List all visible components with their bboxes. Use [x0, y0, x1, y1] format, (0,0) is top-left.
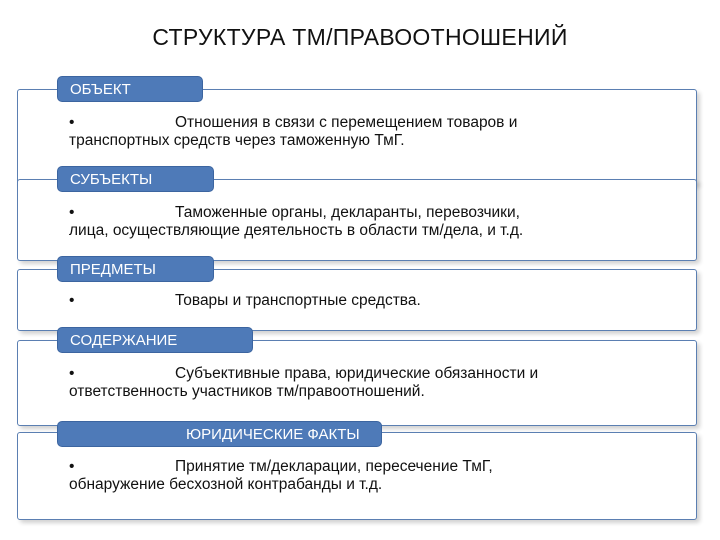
section-line1: Субъективные права, юридические обязанности и — [175, 365, 539, 382]
section-text — [69, 204, 523, 240]
section-line2: ответственность участников тм/правоотношений. — [69, 383, 425, 400]
section-text — [69, 458, 493, 494]
bullet-icon: • — [69, 204, 75, 221]
section-label: ПРЕДМЕТЫ — [57, 256, 214, 282]
section-subjects — [17, 166, 697, 264]
section-label: ОБЪЕКТ — [57, 76, 203, 102]
section-text — [69, 365, 538, 401]
section-items — [17, 256, 697, 336]
bullet-icon: • — [69, 114, 75, 131]
page-title: СТРУКТУРА ТМ/ПРАВООТНОШЕНИЙ — [152, 24, 568, 50]
section-line2: транспортных средств через таможенную ТмГ. — [69, 132, 405, 149]
section-line1: Принятие тм/декларации, пересечение ТмГ, — [175, 458, 493, 475]
section-line1: Товары и транспортные средства. — [175, 292, 421, 309]
bullet-icon: • — [69, 458, 75, 475]
section-line1: Отношения в связи с перемещением товаров и — [175, 114, 518, 131]
section-label: СОДЕРЖАНИЕ — [57, 327, 253, 353]
section-line2: обнаружение бесхозной контрабанды и т.д. — [69, 476, 383, 493]
bullet-icon: • — [69, 292, 75, 309]
section-label: СУБЪЕКТЫ — [57, 166, 214, 192]
bullet-icon: • — [69, 365, 75, 382]
section-line2: лица, осуществляющие деятельность в области тм/дела, и т.д. — [69, 222, 524, 239]
section-line1: Таможенные органы, декларанты, перевозчики, — [175, 204, 520, 221]
section-label: ЮРИДИЧЕСКИЕ ФАКТЫ — [57, 421, 382, 447]
section-text — [69, 292, 421, 310]
section-content — [17, 327, 697, 431]
section-legal-facts — [17, 418, 697, 518]
section-text — [69, 114, 517, 150]
